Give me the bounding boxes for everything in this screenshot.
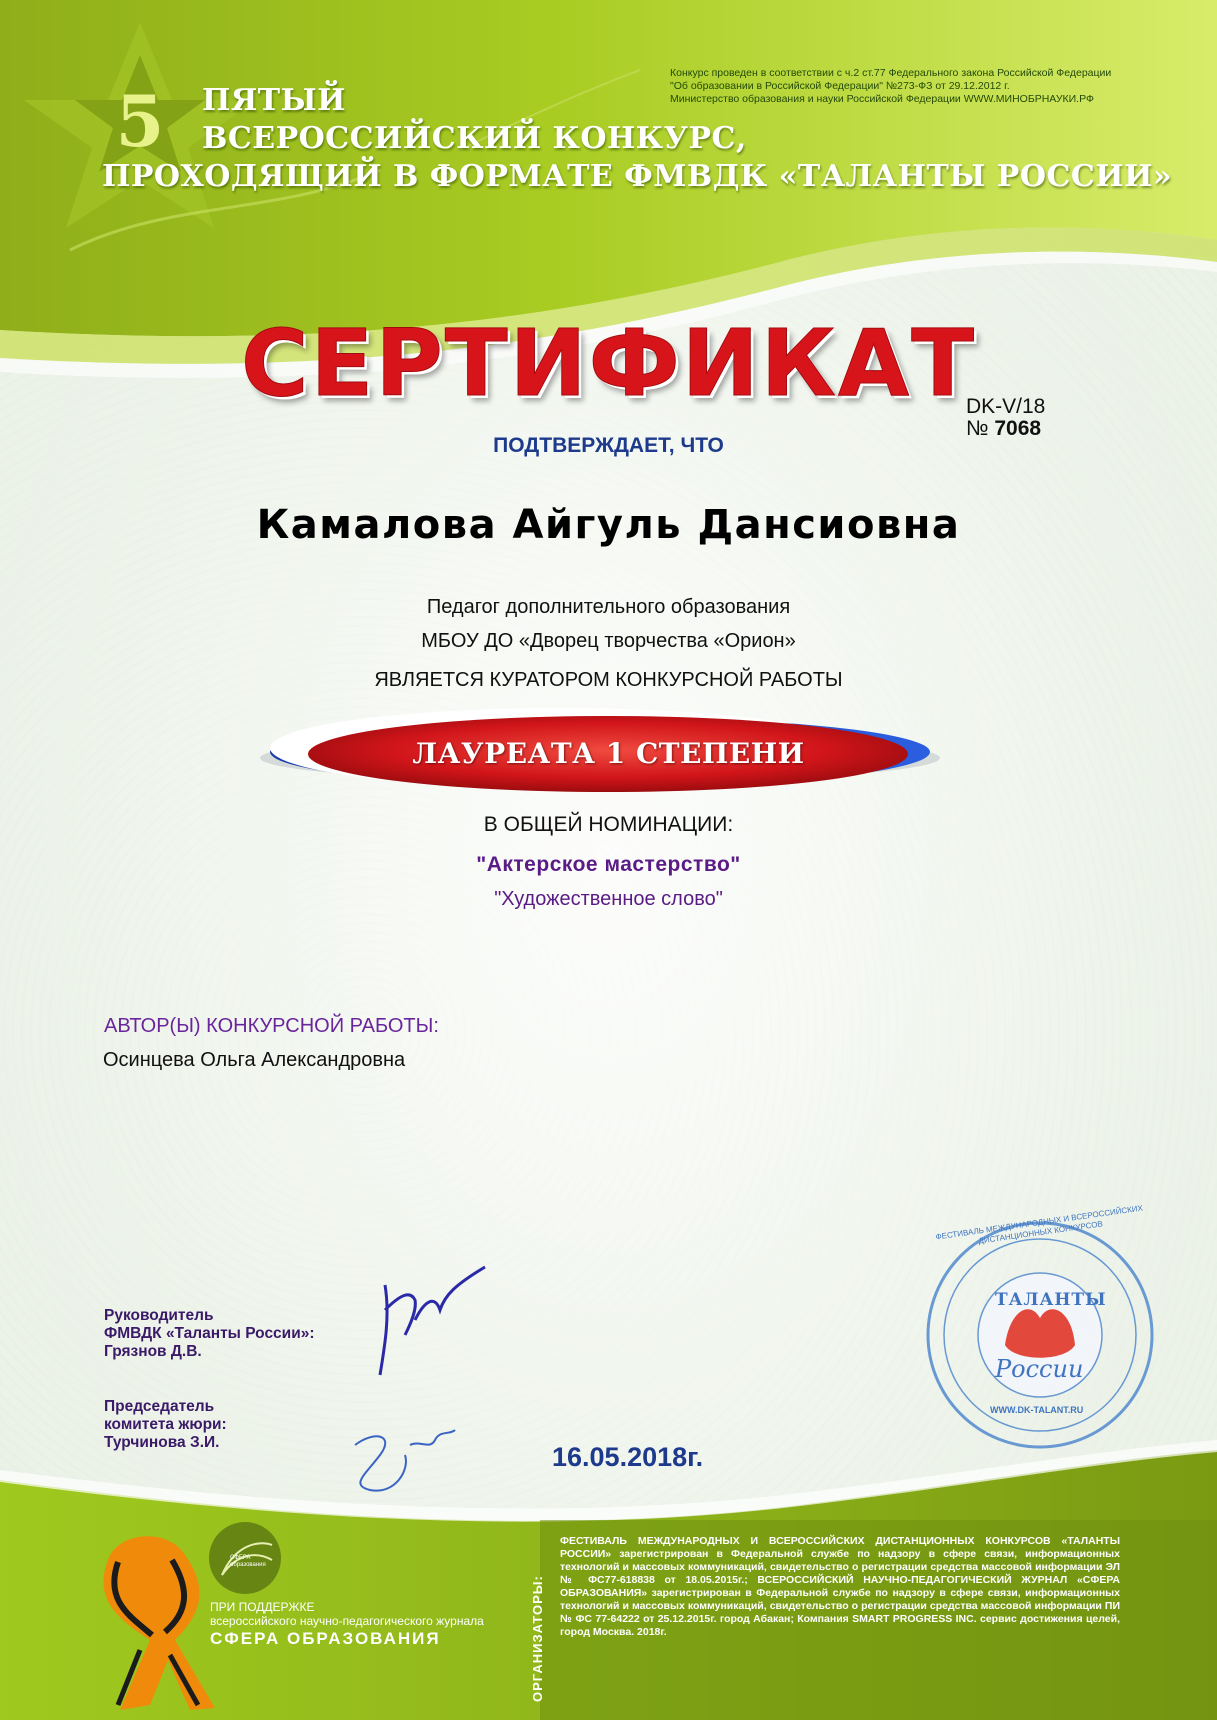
award-level: ЛАУРЕАТА 1 СТЕПЕНИ xyxy=(412,737,805,770)
stamp-title-top: ТАЛАНТЫ xyxy=(995,1290,1107,1310)
organizers-text: ФЕСТИВАЛЬ МЕЖДУНАРОДНЫХ И ВСЕРОССИЙСКИХ ДИСТАНЦИОННЫХ КОНКУРСОВ «ТАЛАНТЫ РОССИИ» зарегистрирован в Федеральной службе по надзору в сфере связи, информационных технологий и массовых коммуникаций, свидетельство о регистрации средства массовой информации ЭЛ № ФС77-618838 от 18.05.2015г.; ВСЕРОССИЙСКИЙ НАУЧНО-ПЕДАГОГИЧЕСКИЙ ЖУРНАЛ «СФЕРА ОБРАЗОВАНИЯ» зарегистрирован в Федеральной службе по надзору в сфере связи, информационных технологий и массовых коммуникаций, свидетельство о регистрации средства массовой информации ПИ № ФС 77-64222 от 25.12.2015г. город Абакан; Компания SMART PROGRESS INC. сервис достижения целей, город Москва. 2018г. xyxy=(560,1535,1120,1638)
support-line-1: ПРИ ПОДДЕРЖКЕ xyxy=(210,1600,315,1614)
confirms-text: ПОДТВЕРЖДАЕТ, ЧТО xyxy=(493,434,724,457)
signature-2-line-3: Турчинова З.И. xyxy=(104,1434,220,1451)
subnomination-name: "Художественное слово" xyxy=(494,888,723,910)
contest-title-line-2: ВСЕРОССИЙСКИЙ КОНКУРС, xyxy=(202,121,747,156)
legal-line-2: "Об образовании в Российской Федерации" №273-ФЗ от 29.12.2012 г. xyxy=(670,80,1010,92)
recipient-position: Педагог дополнительного образования xyxy=(426,596,791,618)
journal-logo: СФЕРА образования xyxy=(230,1555,266,1568)
contest-title-line-1: ПЯТЫЙ xyxy=(202,83,347,118)
signature-1-line-2: ФМВДК «Таланты России»: xyxy=(104,1325,315,1342)
stamp-website: WWW.DK-TALANT.RU xyxy=(990,1405,1084,1415)
signature-head-image xyxy=(355,1255,495,1390)
organizers-label-wrap xyxy=(530,1532,556,1702)
issue-date: 16.05.2018г. xyxy=(552,1442,704,1472)
signature-2-line-1: Председатель xyxy=(104,1398,215,1415)
organizers-label: ОРГАНИЗАТОРЫ: xyxy=(530,1575,545,1702)
number-prefix: № xyxy=(966,417,989,440)
signature-jury-image xyxy=(335,1400,485,1500)
signature-block-head xyxy=(104,1307,315,1361)
recipient-name: Камалова Айгуль Дансиовна xyxy=(256,502,961,548)
support-line-2: всероссийского научно-педагогического журнала xyxy=(210,1614,484,1628)
support-journal-name: СФЕРА ОБРАЗОВАНИЯ xyxy=(210,1629,441,1648)
recipient-organization: МБОУ ДО «Дворец творчества «Орион» xyxy=(421,630,796,652)
signature-block-jury xyxy=(104,1398,227,1452)
certificate-title: СЕРТИФИКАТ xyxy=(241,310,976,417)
number-value: 7068 xyxy=(994,417,1042,440)
signature-1-line-1: Руководитель xyxy=(104,1307,214,1324)
nomination-name: "Актерское мастерство" xyxy=(476,853,741,876)
signature-2-line-2: комитета жюри: xyxy=(104,1416,227,1433)
stamp-ring-text: ФЕСТИВАЛЬ МЕЖДУНАРОДНЫХ И ВСЕРОССИЙСКИХ ДИСТАНЦИОННЫХ КОНКУРСОВ xyxy=(935,1203,1144,1246)
author-name: Осинцева Ольга Александровна xyxy=(103,1049,406,1071)
authors-heading: АВТОР(Ы) КОНКУРСНОЙ РАБОТЫ: xyxy=(104,1015,439,1037)
legal-line-3: Министерство образования и науки Российской Федерации WWW.МИНОБРНАУКИ.РФ xyxy=(670,93,1094,105)
recipient-role: ЯВЛЯЕТСЯ КУРАТОРОМ КОНКУРСНОЙ РАБОТЫ xyxy=(374,669,843,691)
nomination-intro: В ОБЩЕЙ НОМИНАЦИИ: xyxy=(483,813,734,836)
badge-number: 5 xyxy=(115,80,165,163)
legal-line-1: Конкурс проведен в соответствии с ч.2 ст.77 Федерального закона Российской Федерации xyxy=(670,67,1112,79)
certificate-series: DK-V/18 xyxy=(966,395,1046,418)
contest-title-line-3: ПРОХОДЯЩИЙ В ФОРМАТЕ ФМВДК «ТАЛАНТЫ РОССИИ» xyxy=(102,159,1173,194)
legal-basis-text xyxy=(670,67,1140,106)
signature-1-line-3: Грязнов Д.В. xyxy=(104,1343,202,1360)
stamp-title-bottom: России xyxy=(995,1355,1084,1383)
support-block xyxy=(210,1600,484,1646)
